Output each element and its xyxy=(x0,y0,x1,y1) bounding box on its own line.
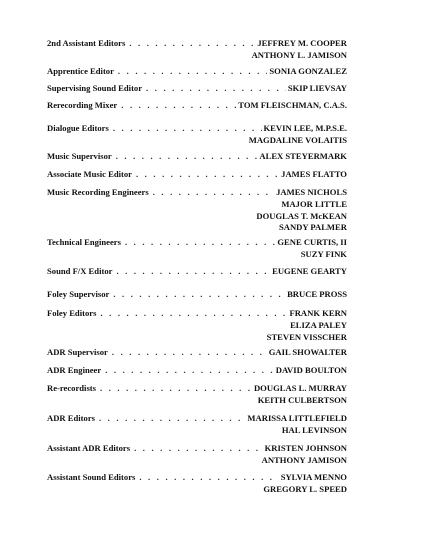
dot-leader xyxy=(134,443,263,455)
credit-name: MARISSA LITTLEFIELD xyxy=(247,413,347,423)
dot-leader xyxy=(136,169,279,181)
credit-name: SUZY FINK xyxy=(300,248,347,259)
credit-name: DOUGLAS L. MURRAY xyxy=(253,383,347,393)
credit-entry xyxy=(47,38,347,62)
credit-name: KEITH CULBERTSON xyxy=(257,394,347,405)
dot-leader xyxy=(121,100,236,112)
credit-role: ADR Editors xyxy=(47,413,95,423)
credit-entry xyxy=(47,151,347,163)
credit-role: Associate Music Editor xyxy=(47,169,132,179)
credit-role: ADR Supervisor xyxy=(47,347,108,357)
dot-leader xyxy=(146,83,286,95)
dot-leader xyxy=(118,66,267,78)
credit-name: BRUCE PROSS xyxy=(287,289,347,299)
credit-name: ANTHONY JAMISON xyxy=(261,454,347,465)
credit-name: GREGORY L. SPEED xyxy=(263,483,347,494)
credit-role: Technical Engineers xyxy=(47,237,121,247)
dot-leader xyxy=(139,472,278,484)
credit-role: Music Supervisor xyxy=(47,151,112,161)
dot-leader xyxy=(116,266,270,278)
dot-leader xyxy=(105,365,274,377)
credit-name: MAJOR LITTLE xyxy=(281,198,347,209)
credit-name: GENE CURTIS, II xyxy=(277,237,347,247)
credit-entry xyxy=(47,443,347,467)
dot-leader xyxy=(113,123,262,135)
credit-name: JAMES FLATTO xyxy=(281,169,347,179)
credit-entry xyxy=(47,472,347,496)
credit-entry xyxy=(47,347,347,359)
credit-name: SONIA GONZALEZ xyxy=(269,66,347,76)
dot-leader xyxy=(153,187,274,199)
dot-leader xyxy=(116,151,258,163)
credit-name: DAVID BOULTON xyxy=(275,365,347,375)
credit-name: KRISTEN JOHNSON xyxy=(264,443,347,453)
credit-role: Assistant Sound Editors xyxy=(47,472,136,482)
dot-leader xyxy=(113,289,285,301)
credit-name: DOUGLAS T. McKEAN xyxy=(256,210,347,221)
credit-entry xyxy=(47,123,347,147)
credit-entry xyxy=(47,66,347,78)
credit-role: 2nd Assistant Editors xyxy=(47,38,126,48)
credit-entry xyxy=(47,187,347,234)
credit-name: ELIZA PALEY xyxy=(290,319,347,330)
credit-entry xyxy=(47,413,347,437)
dot-leader xyxy=(112,347,267,359)
credit-entry xyxy=(47,365,347,377)
credit-role: Foley Editors xyxy=(47,308,97,318)
credit-name: HAL LEVINSON xyxy=(281,424,347,435)
credit-name: SANDY PALMER xyxy=(278,222,347,233)
credit-name: FRANK KERN xyxy=(289,308,347,318)
credit-entry xyxy=(47,237,347,261)
credit-name: EUGENE GEARTY xyxy=(272,266,347,276)
credit-role: Foley Supervisor xyxy=(47,289,110,299)
credit-entry xyxy=(47,266,347,278)
credit-role: Sound F/X Editor xyxy=(47,266,113,276)
credit-role: Supervising Sound Editor xyxy=(47,83,143,93)
dot-leader xyxy=(99,413,245,425)
credit-entry xyxy=(47,169,347,181)
dot-leader xyxy=(100,308,287,320)
credit-entry xyxy=(47,383,347,407)
credit-name: STEVEN VISSCHER xyxy=(266,331,347,342)
credit-name: JAMES NICHOLS xyxy=(276,187,347,197)
credit-role: Rerecording Mixer xyxy=(47,100,118,110)
credit-name: KEVIN LEE, M.P.S.E. xyxy=(263,123,347,133)
dot-leader xyxy=(129,38,255,50)
credit-entry xyxy=(47,83,347,95)
credit-name: ALEX STEYERMARK xyxy=(259,151,347,161)
credit-role: Dialogue Editors xyxy=(47,123,109,133)
credit-role: Re-recordists xyxy=(47,383,96,393)
credit-name: MAGDALINE VOLAITIS xyxy=(248,134,347,145)
credit-name: JEFFREY M. COOPER xyxy=(257,38,347,48)
credit-entry xyxy=(47,100,347,112)
dot-leader xyxy=(100,383,252,395)
credit-name: ANTHONY L. JAMISON xyxy=(251,49,347,60)
credit-entry xyxy=(47,308,347,343)
credit-name: SKIP LIEVSAY xyxy=(287,83,347,93)
credit-role: ADR Engineer xyxy=(47,365,102,375)
dot-leader xyxy=(125,237,275,249)
credit-role: Music Recording Engineers xyxy=(47,187,149,197)
credit-entry xyxy=(47,289,347,301)
credit-role: Assistant ADR Editors xyxy=(47,443,131,453)
credit-name: TOM FLEISCHMAN, C.A.S. xyxy=(238,100,347,110)
credit-name: GAIL SHOWALTER xyxy=(268,347,347,357)
credit-role: Apprentice Editor xyxy=(47,66,114,76)
credit-name: SYLVIA MENNO xyxy=(280,472,347,482)
